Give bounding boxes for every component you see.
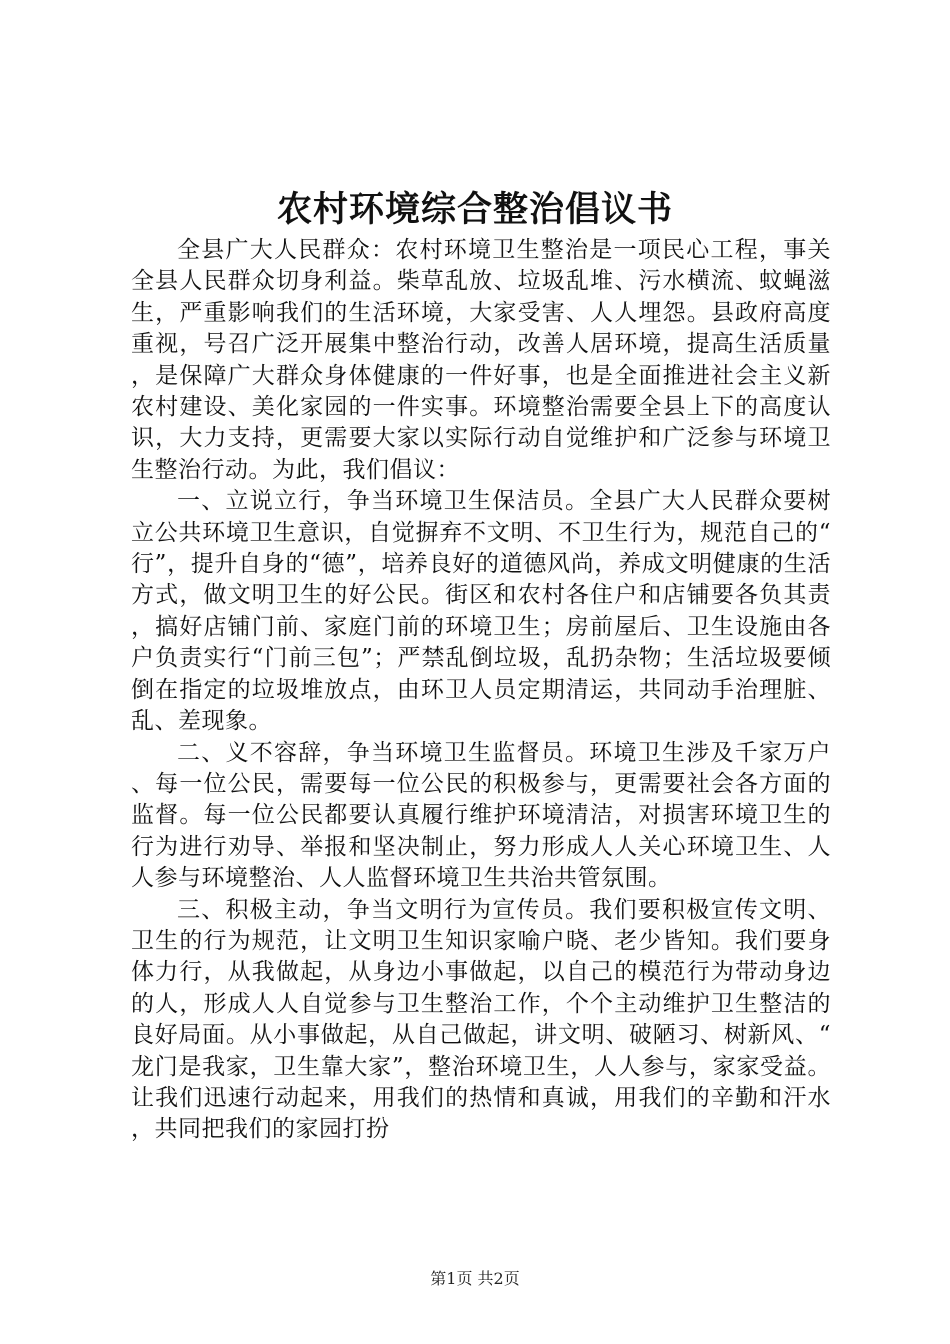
paragraph-item-1: 一、立说立行，争当环境卫生保洁员。全县广大人民群众要树立公共环境卫生意识，自觉摒弃不文明、不卫生行为，规范自己的“行”，提升自身的“德”，培养良好的道德风尚，养成文明健康的生活方式，做文明卫生的好公民。街区和农村各住户和店铺要各负其责，搞好店铺门前、家庭门前的环境卫生；房前屋后、卫生设施由各户负责实行“门前三包”；严禁乱倒垃圾，乱扔杂物；生活垃圾要倾倒在指定的垃圾堆放点，由环卫人员定期清运，共同动手治理脏、乱、差现象。 xyxy=(131,488,831,735)
document-title: 农村环境综合整治倡议书 xyxy=(276,189,673,230)
paragraph-item-2: 二、义不容辞，争当环境卫生监督员。环境卫生涉及千家万户、每一位公民，需要每一位公民的积极参与，更需要社会各方面的监督。每一位公民都要认真履行维护环境清洁，对损害环境卫生的行为进行劝导、举报和坚决制止，努力形成人人关心环境卫生、人人参与环境整治、人人监督环境卫生共治共管氛围。 xyxy=(131,739,831,892)
document-body xyxy=(131,235,831,1146)
paragraph-item-3: 三、积极主动，争当文明行为宣传员。我们要积极宣传文明、卫生的行为规范，让文明卫生知识家喻户晓、老少皆知。我们要身体力行，从我做起，从身边小事做起，以自己的模范行为带动身边的人，形成人人自觉参与卫生整治工作，个个主动维护卫生整洁的良好局面。从小事做起，从自己做起，讲文明、破陋习、树新风、“龙门是我家，卫生靠大家”，整治环境卫生，人人参与，家家受益。让我们迅速行动起来，用我们的热情和真诚，用我们的辛勤和汗水，共同把我们的家园打扮 xyxy=(131,896,831,1143)
page-footer: 第1页 共2页 xyxy=(430,1269,520,1288)
paragraph-intro: 全县广大人民群众：农村环境卫生整治是一项民心工程，事关全县人民群众切身利益。柴草乱放、垃圾乱堆、污水横流、蚊蝇滋生，严重影响我们的生活环境，大家受害、人人埋怨。县政府高度重视，号召广泛开展集中整治行动，改善人居环境，提高生活质量，是保障广大群众身体健康的一件好事，也是全面推进社会主义新农村建设、美化家园的一件实事。环境整治需要全县上下的高度认识，大力支持，更需要大家以实际行动自觉维护和广泛参与环境卫生整治行动。为此，我们倡议： xyxy=(131,237,831,483)
